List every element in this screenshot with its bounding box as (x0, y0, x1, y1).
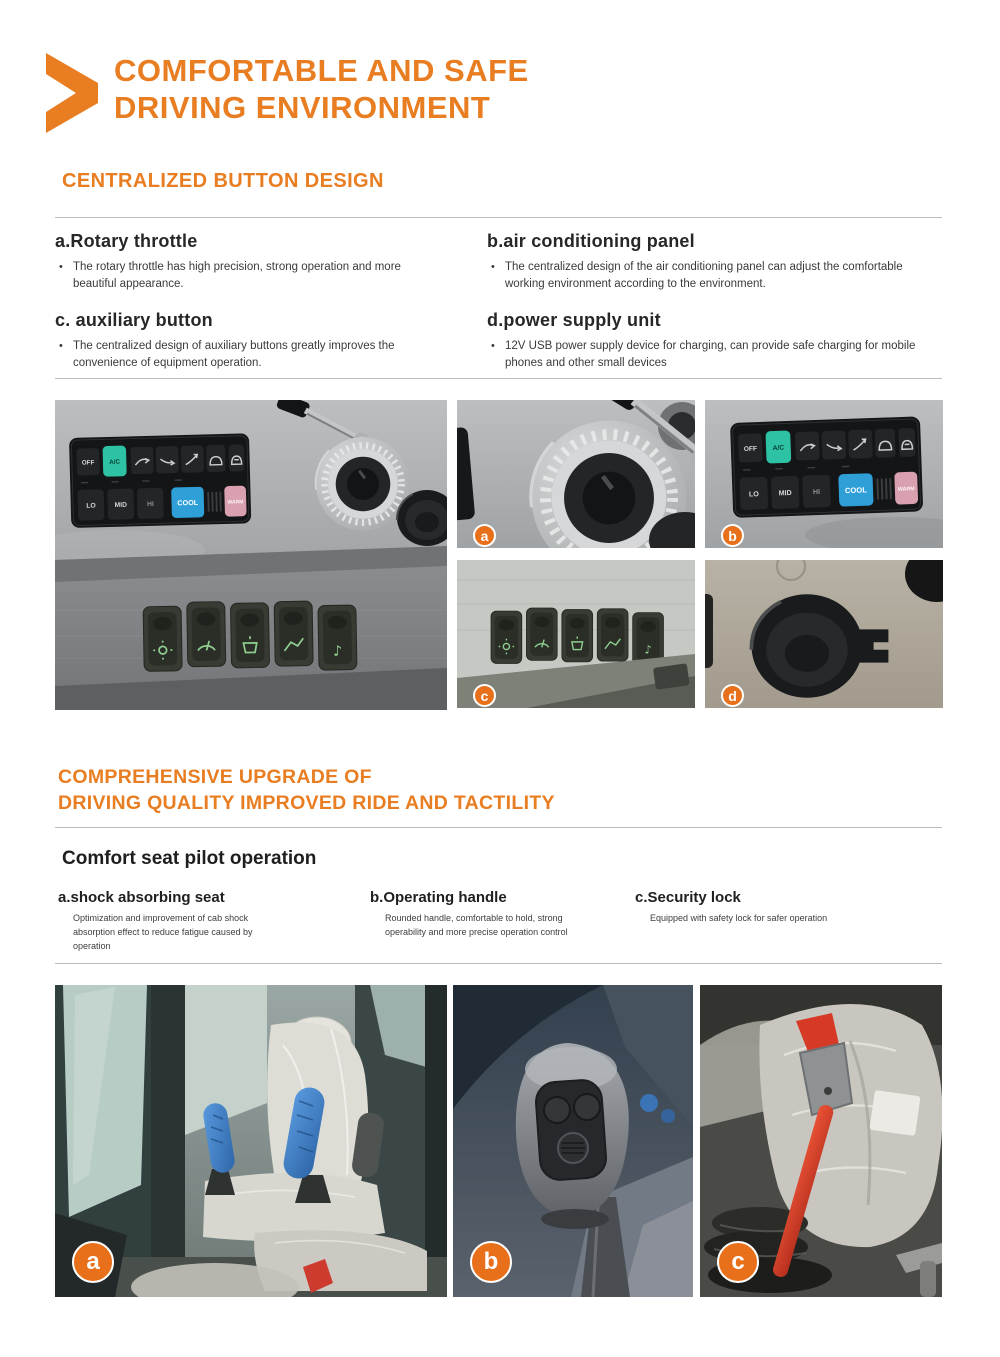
feature-title: c.Security lock (635, 889, 741, 906)
feature-rotary-throttle (55, 231, 487, 294)
section1-heading: CENTRALIZED BUTTON DESIGN (62, 170, 384, 192)
feature-operating-handle (370, 889, 635, 954)
photo-auxiliary-buttons (457, 560, 695, 708)
divider (55, 378, 942, 379)
section2-heading-line1: COMPREHENSIVE UPGRADE OF (58, 766, 372, 788)
section2-subheading: Comfort seat pilot operation (62, 848, 317, 869)
section1-photo-grid (55, 400, 942, 710)
photo-rotary-throttle (457, 400, 695, 548)
photo-operating-handle (453, 985, 693, 1297)
brand-chevron-icon (40, 48, 104, 138)
feature-desc: The rotary throttle has high precision, strong operation and more beautiful appearance. (73, 261, 401, 291)
photo-badge-c: c (717, 1241, 759, 1283)
page-title-line2: DRIVING ENVIRONMENT (114, 90, 491, 125)
feature-shock-absorbing-seat (58, 889, 370, 954)
photo-badge-b: b (721, 524, 744, 547)
photo-dashboard-overview (55, 400, 447, 710)
bullet-icon: • (59, 339, 63, 352)
bullet-icon: • (59, 261, 63, 273)
feature-title: a.Rotary throttle (55, 231, 198, 251)
feature-desc: Optimization and improvement of cab shock absorption effect to reduce fatigue caused by operation (73, 913, 253, 951)
photo-badge-a: a (473, 524, 496, 547)
page-title (114, 52, 529, 126)
section2-photo-grid (55, 985, 942, 1297)
feature-desc: The centralized design of auxiliary buttons greatly improves the convenience of equipment operation. (73, 339, 395, 369)
section2-heading (58, 764, 555, 816)
divider (55, 827, 942, 828)
feature-desc: Rounded handle, comfortable to hold, strong operability and more precise operation control (385, 913, 568, 937)
feature-title: b.Operating handle (370, 889, 507, 906)
photo-badge-b: b (470, 1241, 512, 1283)
photo-security-lock (700, 985, 942, 1297)
feature-desc: The centralized design of the air conditioning panel can adjust the comfortable working environment according to the environment. (505, 261, 903, 291)
bullet-icon: • (491, 339, 495, 352)
photo-air-conditioning-panel (705, 400, 943, 548)
photo-shock-absorbing-seat (55, 985, 447, 1297)
page-title-line1: COMFORTABLE AND SAFE (114, 53, 529, 88)
feature-power-supply-unit (487, 310, 942, 373)
feature-title: a.shock absorbing seat (58, 889, 225, 906)
feature-title: b.air conditioning panel (487, 231, 695, 251)
divider (55, 217, 942, 218)
label-tag (869, 1090, 920, 1136)
feature-title: c. auxiliary button (55, 309, 213, 330)
feature-auxiliary-button (55, 310, 487, 373)
photo-badge-a: a (72, 1241, 114, 1283)
feature-desc: Equipped with safety lock for safer operation (650, 913, 828, 923)
feature-desc: 12V USB power supply device for charging, can provide safe charging for mobile phones and other small devices (505, 339, 916, 369)
divider (55, 963, 942, 964)
photo-badge-c: c (473, 684, 496, 707)
feature-air-conditioning-panel (487, 231, 942, 294)
feature-title: d.power supply unit (487, 309, 661, 330)
feature-security-lock (635, 889, 942, 954)
section1-feature-list (55, 231, 942, 372)
section2-feature-list (58, 889, 942, 954)
photo-badge-d: d (721, 684, 744, 707)
bullet-icon: • (491, 261, 495, 273)
photo-power-supply-unit (705, 560, 943, 708)
section2-heading-line2: DRIVING QUALITY IMPROVED RIDE AND TACTILITY (58, 792, 555, 814)
